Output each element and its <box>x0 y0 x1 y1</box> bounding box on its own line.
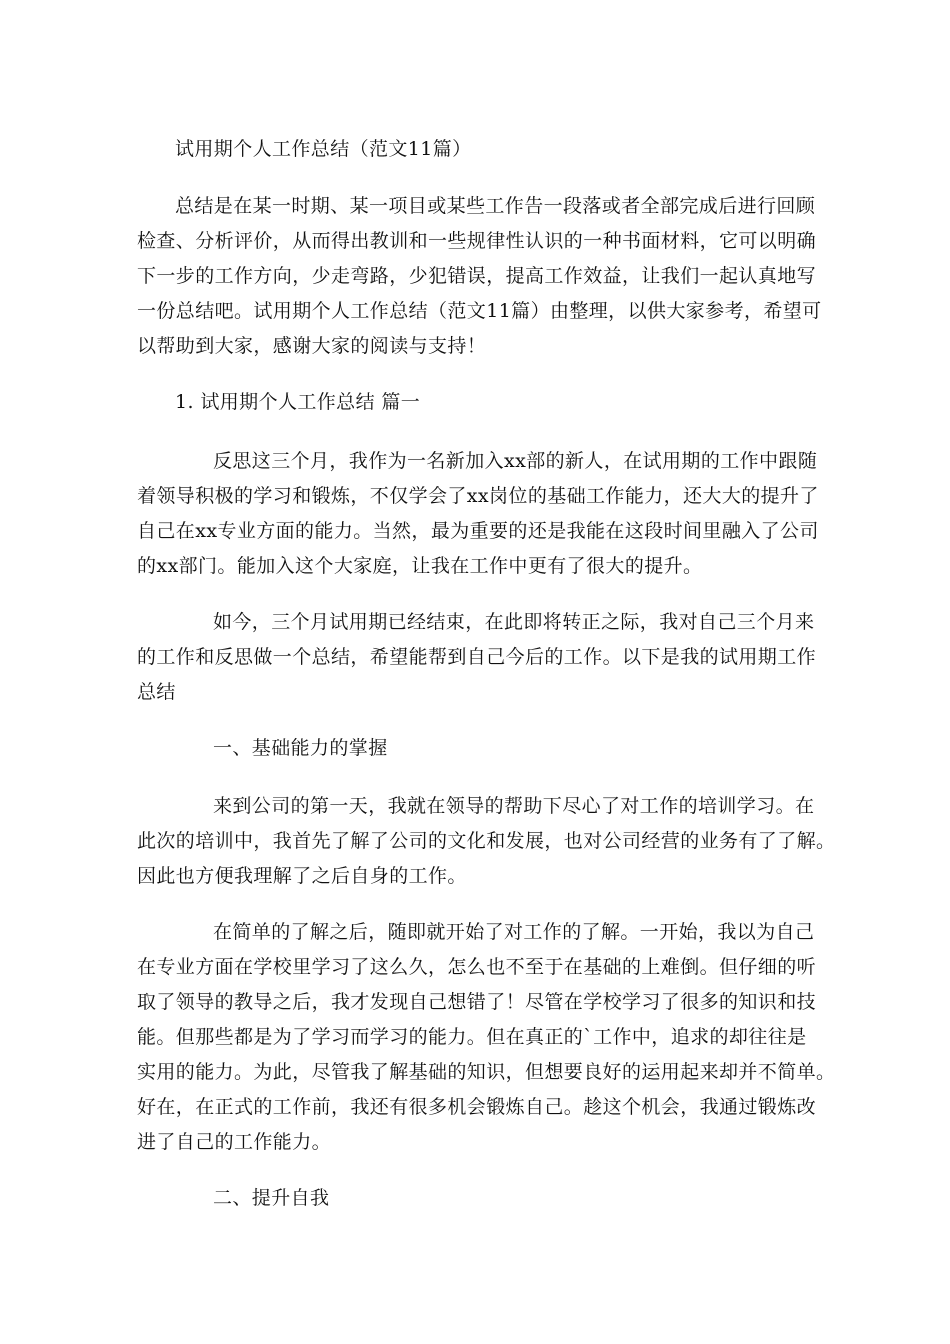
paragraph-line: 自己在xx专业方面的能力。当然，最为重要的还是我能在这段时间里融入了公司 <box>137 520 819 542</box>
paragraph-line: 进了自己的工作能力。 <box>137 1131 332 1153</box>
paragraph-line: 来到公司的第一天，我就在领导的帮助下尽心了对工作的培训学习。在 <box>213 795 815 817</box>
section-heading: 1. 试用期个人工作总结 篇一 <box>175 391 421 413</box>
paragraph-line: 因此也方便我理解了之后自身的工作。 <box>137 865 467 887</box>
paragraph-line: 着领导积极的学习和锻炼，不仅学会了xx岗位的基础工作能力，还大大的提升了 <box>137 485 819 507</box>
intro-line: 以帮助到大家，感谢大家的阅读与支持！ <box>137 335 487 357</box>
subheading-self-improvement: 二、提升自我 <box>213 1187 330 1209</box>
paragraph-line: 在简单的了解之后，随即就开始了对工作的了解。一开始，我以为自己 <box>213 921 815 943</box>
paragraph-line: 取了领导的教导之后，我才发现自己想错了！尽管在学校学习了很多的知识和技 <box>137 991 817 1013</box>
paragraph-line: 实用的能力。为此，尽管我了解基础的知识，但想要良好的运用起来却并不简单。 <box>137 1061 836 1083</box>
paragraph-line: 反思这三个月，我作为一名新加入xx部的新人，在试用期的工作中跟随 <box>213 450 818 472</box>
paragraph-line: 能。但那些都是为了学习而学习的能力。但在真正的`工作中，追求的却往往是 <box>137 1026 807 1048</box>
paragraph-line: 的xx部门。能加入这个大家庭，让我在工作中更有了很大的提升。 <box>137 555 703 577</box>
paragraph-line: 此次的培训中，我首先了解了公司的文化和发展，也对公司经营的业务有了了解。 <box>137 830 836 852</box>
intro-line: 检查、分析评价，从而得出教训和一些规律性认识的一种书面材料，它可以明确 <box>137 230 817 252</box>
subheading-basic-skills: 一、基础能力的掌握 <box>213 737 388 759</box>
paragraph-line: 的工作和反思做一个总结，希望能帮到自己今后的工作。以下是我的试用期工作 <box>137 646 817 668</box>
intro-line: 一份总结吧。试用期个人工作总结（范文11篇）由整理，以供大家参考，希望可 <box>137 300 822 322</box>
document-title: 试用期个人工作总结（范文11篇） <box>175 138 472 160</box>
paragraph-line: 总结 <box>137 681 176 703</box>
paragraph-line: 如今，三个月试用期已经结束，在此即将转正之际，我对自己三个月来 <box>213 611 815 633</box>
paragraph-line: 好在，在正式的工作前，我还有很多机会锻炼自己。趁这个机会，我通过锻炼改 <box>137 1096 817 1118</box>
intro-line: 总结是在某一时期、某一项目或某些工作告一段落或者全部完成后进行回顾 <box>175 195 816 217</box>
intro-line: 下一步的工作方向，少走弯路，少犯错误，提高工作效益，让我们一起认真地写 <box>137 265 817 287</box>
paragraph-line: 在专业方面在学校里学习了这么久，怎么也不至于在基础的上难倒。但仔细的听 <box>137 956 817 978</box>
